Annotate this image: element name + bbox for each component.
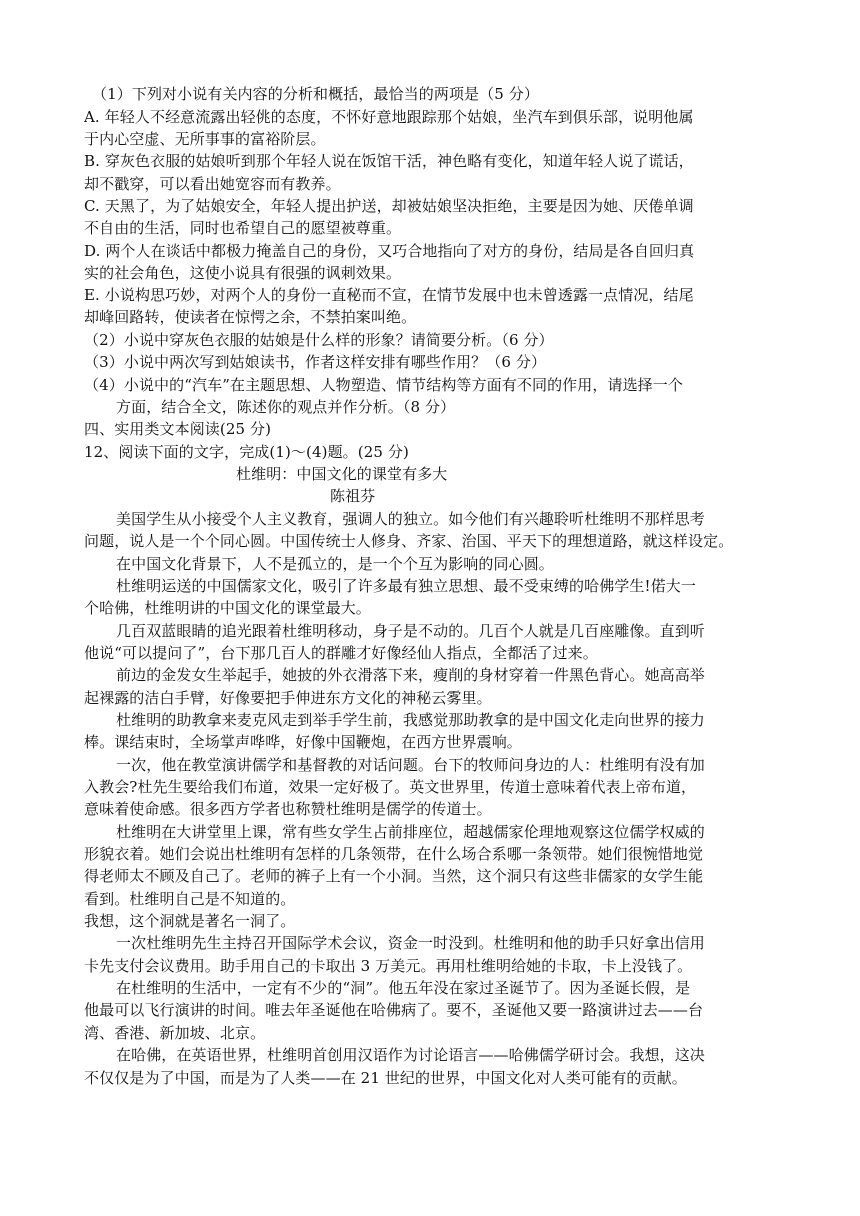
option-a-line-2: 于内心空虚、无所事事的富裕阶层。: [84, 130, 326, 148]
article-line: 在中国文化背景下，人不是孤立的，是一个个互为影响的同心圆。: [116, 555, 554, 573]
option-c-line-2: 不自由的生活，同时也希望自己的愿望被尊重。: [84, 219, 402, 237]
question-4-line-2: 方面，结合全文，陈述你的观点并作分析。（8 分）: [116, 398, 456, 416]
option-e-line-1: E. 小说构思巧妙，对两个人的身份一直秘而不宣，在情节发展中也未曾透露一点情况，结尾: [84, 286, 694, 304]
article-line: 前边的金发女生举起手，她披的外衣滑落下来，瘦削的身材穿着一件黑色背心。她高高举: [116, 666, 705, 684]
article-line: 我想，这个洞就是著名一洞了。: [84, 912, 296, 930]
article-line: 湾、香港、新加坡、北京。: [84, 1024, 266, 1042]
article-line: 个哈佛，杜维明讲的中国文化的课堂最大。: [84, 599, 371, 617]
question-4-line-1: （4）小说中的“汽车”在主题思想、人物塑造、情节结构等方面有不同的作用，请选择一个: [84, 376, 683, 394]
article-line: 杜维明的助教拿来麦克风走到举手学生前，我感觉那助教拿的是中国文化走向世界的接力: [116, 711, 705, 729]
article-line: 问题，说人是一个个同心圆。中国传统士人修身、齐家、治国、平天下的理想道路，就这样设定。: [84, 532, 734, 550]
section-4-heading: 四、实用类文本阅读(25 分): [84, 420, 272, 438]
option-c-line-1: C. 天黑了，为了姑娘安全，年轻人提出护送，却被姑娘坚决拒绝，主要是因为她、厌倦单调: [84, 197, 694, 215]
article-line: 意味着使命感。很多西方学者也称赞杜维明是儒学的传道士。: [84, 800, 492, 818]
article-line: 起裸露的洁白手臂，好像要把手伸进东方文化的神秘云雾里。: [84, 689, 492, 707]
article-line: 形貌衣着。她们会说出杜维明有怎样的几条领带，在什么场合系哪一条领带。她们很惋惜地觉: [84, 845, 704, 863]
article-line: 杜维明在大讲堂里上课，常有些女学生占前排座位，超越儒家伦理地观察这位儒学权威的: [116, 823, 705, 841]
article-title: 杜维明：中国文化的课堂有多大: [236, 465, 448, 483]
article-line: 他最可以飞行演讲的时间。唯去年圣诞他在哈佛病了。要不，圣诞他又要一路演讲过去——台: [84, 1001, 704, 1019]
article-line: 在哈佛，在英语世界，杜维明首创用汉语作为讨论语言——哈佛儒学研讨会。我想，这决: [116, 1046, 705, 1064]
article-line: 卡先支付会议费用。助手用自己的卡取出 3 万美元。再用杜维明给她的卡取，卡上没钱了。: [84, 957, 693, 975]
option-b-line-2: 却不戳穿，可以看出她宽容而有教养。: [84, 175, 341, 193]
article-line: 不仅仅是为了中国，而是为了人类——在 21 世纪的世界，中国文化对人类可能有的贡献。: [84, 1069, 687, 1087]
article-line: 美国学生从小接受个人主义教育，强调人的独立。如今他们有兴趣聆听杜维明不那样思考: [116, 510, 705, 528]
option-d-line-1: D. 两个人在谈话中都极力掩盖自己的身份，又巧合地指向了对方的身份，结局是各自回归真: [84, 242, 695, 260]
option-d-line-2: 实的社会角色，这使小说具有很强的讽刺效果。: [84, 264, 402, 282]
article-line: 棒。课结束时，全场掌声哗哗，好像中国鞭炮，在西方世界震响。: [84, 733, 522, 751]
question-1-stem: （1）下列对小说有关内容的分析和概括，最恰当的两项是（5 分）: [92, 85, 539, 103]
article-line: 看到。杜维明自己是不知道的。: [84, 890, 296, 908]
article-line: 得老师太不顾及自己了。老师的裤子上有一个小洞。当然，这个洞只有这些非儒家的女学生能: [84, 867, 704, 885]
option-b-line-1: B. 穿灰色衣服的姑娘听到那个年轻人说在饭馆干活，神色略有变化，知道年轻人说了谎话，: [84, 152, 694, 170]
article-line: 他说“可以提问了”，台下那几百人的群雕才好像经仙人指点，全都活了过来。: [84, 644, 598, 662]
question-12-prompt: 12、阅读下面的文字，完成(1)～(4)题。(25 分): [84, 443, 409, 461]
article-line: 在杜维明的生活中，一定有不少的“洞”。他五年没在家过圣诞节了。因为圣诞长假，是: [116, 979, 691, 997]
article-line: 杜维明运送的中国儒家文化，吸引了许多最有独立思想、最不受束缚的哈佛学生!偌大一: [116, 577, 696, 595]
option-a-line-1: A. 年轻人不经意流露出轻佻的态度，不怀好意地跟踪那个姑娘，坐汽车到俱乐部，说明他属: [84, 108, 694, 126]
article-line: 几百双蓝眼睛的追光跟着杜维明移动，身子是不动的。几百个人就是几百座雕像。直到听: [116, 622, 705, 640]
article-author: 陈祖芬: [330, 487, 376, 505]
article-line: 一次，他在教堂演讲儒学和基督教的对话问题。台下的牧师问身边的人：杜维明有没有加: [116, 756, 705, 774]
article-line: 入教会?杜先生要给我们布道，效果一定好极了。英文世界里，传道士意味着代表上帝布道，: [84, 778, 697, 796]
option-e-line-2: 却峰回路转，使读者在惊愕之余，不禁拍案叫绝。: [84, 308, 417, 326]
question-2: （2）小说中穿灰色衣服的姑娘是什么样的形象？请简要分析。（6 分）: [84, 331, 554, 349]
question-3: （3）小说中两次写到姑娘读书，作者这样安排有哪些作用？（6 分）: [84, 353, 547, 371]
article-line: 一次杜维明先生主持召开国际学术会议，资金一时没到。杜维明和他的助手只好拿出信用: [116, 934, 705, 952]
